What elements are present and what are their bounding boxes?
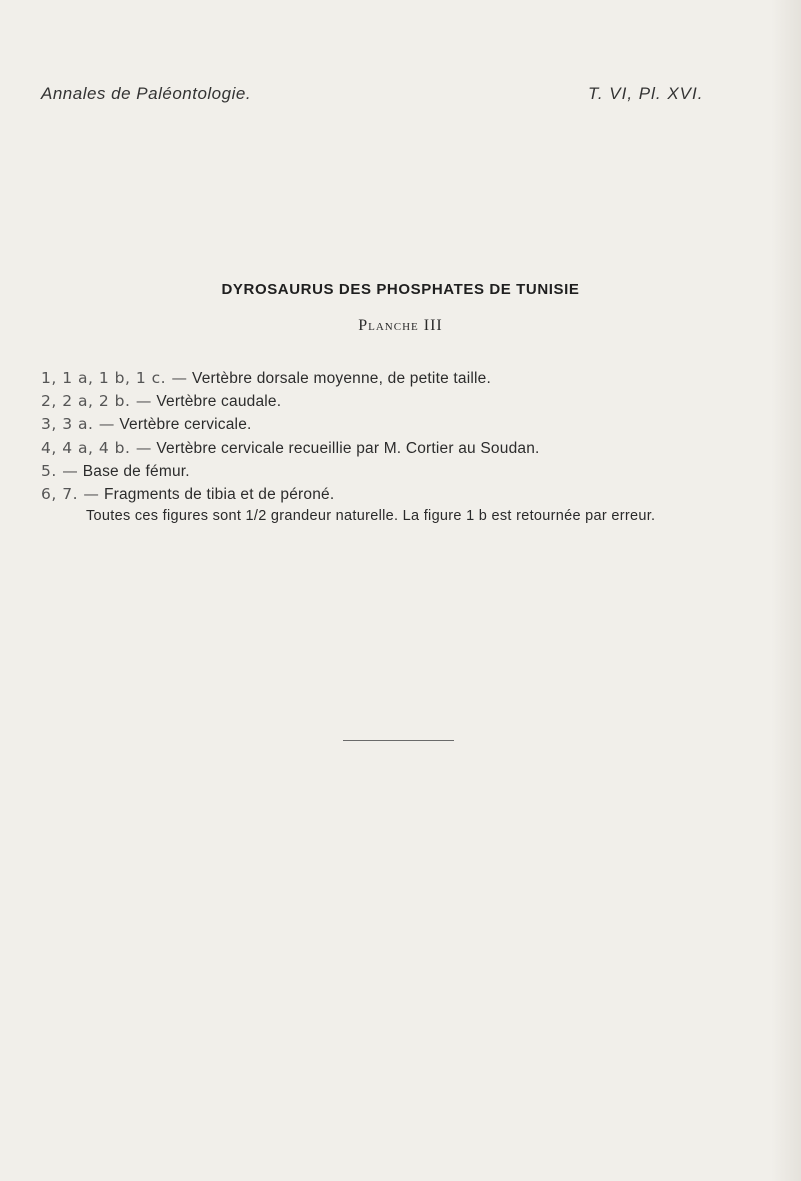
legend-text: Base de fémur. xyxy=(78,462,190,480)
legend-ref: 3, 3 a. — xyxy=(41,415,115,434)
legend-item xyxy=(41,390,781,413)
legend-item xyxy=(41,460,781,483)
volume-plate-ref: T. VI, Pl. XVI. xyxy=(588,84,704,103)
legend-item xyxy=(41,367,781,390)
legend-item xyxy=(41,483,781,506)
legend-item xyxy=(41,413,781,436)
legend-text: Vertèbre cervicale. xyxy=(114,416,252,434)
legend-ref: 4, 4 a, 4 b. — xyxy=(41,438,152,457)
legend-ref: 2, 2 a, 2 b. — xyxy=(41,392,152,411)
page-edge-shadow xyxy=(771,0,801,1181)
legend-item xyxy=(41,437,781,460)
journal-title: Annales de Paléontologie. xyxy=(41,84,252,103)
legend-ref: 1, 1 a, 1 b, 1 c. — xyxy=(41,369,188,387)
legend-text: Vertèbre caudale. xyxy=(151,393,282,411)
divider-rule xyxy=(343,740,454,741)
scale-note: Toutes ces figures sont 1/2 grandeur naturelle. La figure 1 b est retournée par erreur. xyxy=(86,508,656,524)
legend-text: Vertèbre cervicale recueillie par M. Cortier au Soudan. xyxy=(151,439,540,457)
legend-ref: 6, 7. — xyxy=(41,485,100,504)
plate-title: DYROSAURUS DES PHOSPHATES DE TUNISIE xyxy=(221,281,580,298)
legend-text: Vertèbre dorsale moyenne, de petite taille. xyxy=(187,370,491,387)
legend-ref: 5. — xyxy=(41,461,79,480)
figure-legend xyxy=(41,367,781,506)
legend-text: Fragments de tibia et de péroné. xyxy=(99,486,335,504)
plate-number: Planche III xyxy=(358,317,443,334)
